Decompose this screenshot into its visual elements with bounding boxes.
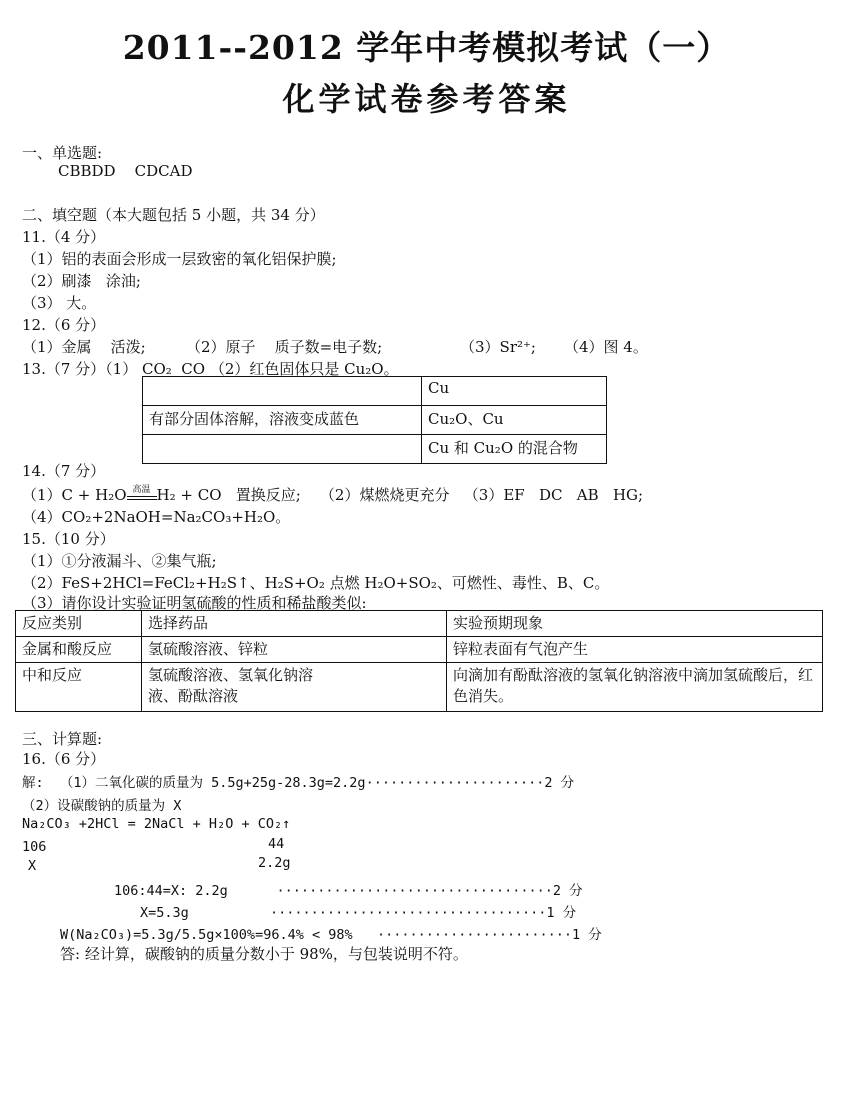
- q16-line2: （2）设碳酸钠的质量为 X: [22, 798, 182, 814]
- page-subtitle: 化学试卷参考答案: [282, 80, 571, 118]
- table-cell: [143, 377, 422, 406]
- section2-heading: 二、填空题（本大题包括 5 小题，共 34 分）: [22, 206, 325, 224]
- q16-ratio-left-2: X: [28, 858, 37, 874]
- q15-answer-1: （1）①分液漏斗、②集气瓶;: [22, 552, 217, 570]
- q16-proportion: 106:44=X: 2.2g ··································2 分: [114, 883, 583, 899]
- table-cell: Cu: [422, 377, 607, 406]
- q14-equation-right: H₂ + CO 置换反应; （2）煤燃烧更充分 （3）EF DC AB HG;: [156, 486, 644, 504]
- q15-answer-2: （2）FeS+2HCl=FeCl₂+H₂S↑、H₂S+O₂ 点燃 H₂O+SO₂、可燃性、毒性、B、C。: [22, 574, 610, 592]
- q11-head: 11.（4 分）: [22, 228, 106, 246]
- table-cell: 氢硫酸溶液、氢氧化钠溶液、酚酞溶液: [142, 663, 447, 712]
- q14-equation-left: （1）C + H₂O: [22, 486, 127, 504]
- table-header: 实验预期现象: [447, 611, 823, 637]
- q16-equation: Na₂CO₃ +2HCl = 2NaCl + H₂O + CO₂↑: [22, 816, 291, 832]
- q13-line: 13.（7 分）（1） CO₂ CO （2）红色固体只是 Cu₂O。: [22, 360, 399, 378]
- q11-answer-3: （3） 大。: [22, 294, 97, 312]
- q16-ratio-left-1: 106: [22, 839, 47, 855]
- q11-answer-1: （1）铝的表面会形成一层致密的氧化铝保护膜;: [22, 250, 337, 268]
- q15-head: 15.（10 分）: [22, 530, 115, 548]
- table-cell: Cu 和 Cu₂O 的混合物: [422, 435, 607, 464]
- table-cell: 锌粒表面有气泡产生: [447, 637, 823, 663]
- table-header-row: [16, 611, 823, 637]
- q12-answer-3: （3）Sr²⁺;: [460, 338, 536, 356]
- q16-mass-fraction: W(Na₂CO₃)=5.3g/5.5g×100%=96.4% < 98% ························1 分: [60, 927, 602, 943]
- condition-label: 高温: [132, 485, 151, 495]
- table-cell: 有部分固体溶解，溶液变成蓝色: [143, 406, 422, 435]
- table-cell: [143, 435, 422, 464]
- table-cell: 金属和酸反应: [16, 637, 142, 663]
- reaction-condition: [127, 485, 157, 500]
- section1-answers: CBBDD CDCAD: [58, 162, 193, 180]
- table-row: [16, 663, 823, 712]
- table-header: 反应类别: [16, 611, 142, 637]
- q16-ratio-right-1: 44: [268, 836, 285, 852]
- table-row: [143, 377, 607, 406]
- q15-answer-3: （3）请你设计实验证明氢硫酸的性质和稀盐酸类似:: [22, 594, 367, 612]
- equals-sign: [127, 496, 157, 500]
- q12-answer-4: （4）图 4。: [564, 338, 648, 356]
- table-header: 选择药品: [142, 611, 447, 637]
- section1-heading: 一、单选题:: [22, 144, 103, 162]
- q14-line1: [22, 484, 643, 505]
- table-cell: Cu₂O、Cu: [422, 406, 607, 435]
- q13-table: [142, 376, 607, 464]
- table-cell: 向滴加有酚酞溶液的氢氧化钠溶液中滴加氢硫酸后，红色消失。: [447, 663, 823, 712]
- page-title: 2011--2012 学年中考模拟考试（一）: [122, 28, 731, 67]
- q12-head: 12.（6 分）: [22, 316, 106, 334]
- table-row: [16, 637, 823, 663]
- q11-answer-2: （2）刷漆 涂油;: [22, 272, 141, 290]
- q16-solution: X=5.3g ··································1 分: [140, 905, 577, 921]
- q12-answer-2: （2）原子 质子数=电子数;: [186, 338, 383, 356]
- q16-ratio-right-2: 2.2g: [258, 855, 291, 871]
- q16-line1: 解: （1）二氧化碳的质量为 5.5g+25g-28.3g=2.2g······················2 分: [22, 775, 575, 791]
- q15-table: [15, 610, 823, 712]
- q12-answer-1: （1）金属 活泼;: [22, 338, 146, 356]
- q14-head: 14.（7 分）: [22, 462, 106, 480]
- table-row: [143, 435, 607, 464]
- table-cell: 中和反应: [16, 663, 142, 712]
- table-row: [143, 406, 607, 435]
- section3-heading: 三、计算题:: [22, 730, 103, 748]
- q16-conclusion: 答: 经计算，碳酸钠的质量分数小于 98%，与包装说明不符。: [60, 945, 468, 963]
- q14-line2: （4）CO₂+2NaOH=Na₂CO₃+H₂O。: [22, 508, 291, 526]
- table-cell: 氢硫酸溶液、锌粒: [142, 637, 447, 663]
- q16-head: 16.（6 分）: [22, 750, 106, 768]
